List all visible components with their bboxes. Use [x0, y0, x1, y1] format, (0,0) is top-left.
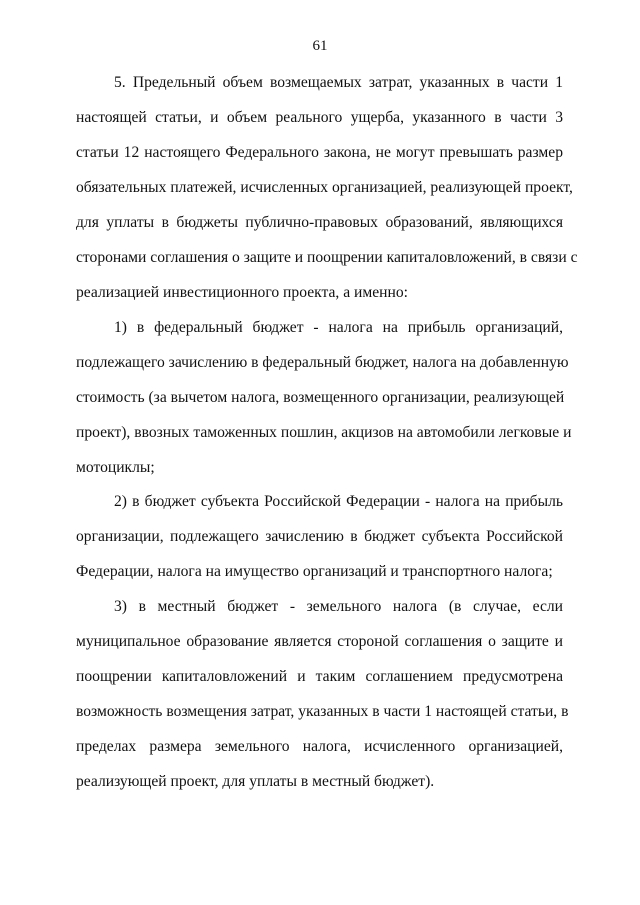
- paragraph-3-line-2: организации, подлежащего зачислению в бюджет субъекта Российской: [76, 528, 563, 545]
- page-number: 61: [312, 38, 328, 54]
- paragraph-3-line-3: Федерации, налога на имущество организаций и транспортного налога;: [76, 563, 553, 580]
- paragraph-1-line-3: статьи 12 настоящего Федерального закона, не могут превышать размер: [76, 144, 563, 161]
- paragraph-1-line-6: сторонами соглашения о защите и поощрении капиталовложений, в связи с: [76, 249, 578, 266]
- paragraph-2-line-3: стоимость (за вычетом налога, возмещенного организации, реализующей: [76, 389, 565, 406]
- paragraph-3-line-1: 2) в бюджет субъекта Российской Федерации - налога на прибыль: [114, 493, 563, 510]
- paragraph-4-line-6: реализующей проект, для уплаты в местный бюджет).: [76, 773, 435, 790]
- paragraph-4-line-5: пределах размера земельного налога, исчисленного организацией,: [76, 738, 563, 755]
- paragraph-1-line-2: настоящей статьи, и объем реального ущерба, указанного в части 3: [76, 109, 563, 126]
- paragraph-1-line-1: 5. Предельный объем возмещаемых затрат, указанных в части 1: [114, 74, 563, 91]
- paragraph-4-line-4: возможность возмещения затрат, указанных в части 1 настоящей статьи, в: [76, 703, 569, 720]
- paragraph-2-line-5: мотоциклы;: [76, 459, 155, 476]
- paragraph-1-line-5: для уплаты в бюджеты публично-правовых образований, являющихся: [76, 214, 563, 231]
- paragraph-1-line-4: обязательных платежей, исчисленных организацией, реализующей проект,: [76, 179, 573, 196]
- paragraph-2-line-4: проект), ввозных таможенных пошлин, акцизов на автомобили легковые и: [76, 424, 572, 441]
- paragraph-2-line-2: подлежащего зачислению в федеральный бюджет, налога на добавленную: [76, 354, 569, 371]
- paragraph-1-line-7: реализацией инвестиционного проекта, а именно:: [76, 284, 408, 301]
- paragraph-4-line-1: 3) в местный бюджет - земельного налога (в случае, если: [114, 598, 563, 615]
- paragraph-4-line-3: поощрении капиталовложений и таким соглашением предусмотрена: [76, 668, 563, 685]
- paragraph-4-line-2: муниципальное образование является стороной соглашения о защите и: [76, 633, 563, 650]
- paragraph-2-line-1: 1) в федеральный бюджет - налога на прибыль организаций,: [114, 319, 563, 336]
